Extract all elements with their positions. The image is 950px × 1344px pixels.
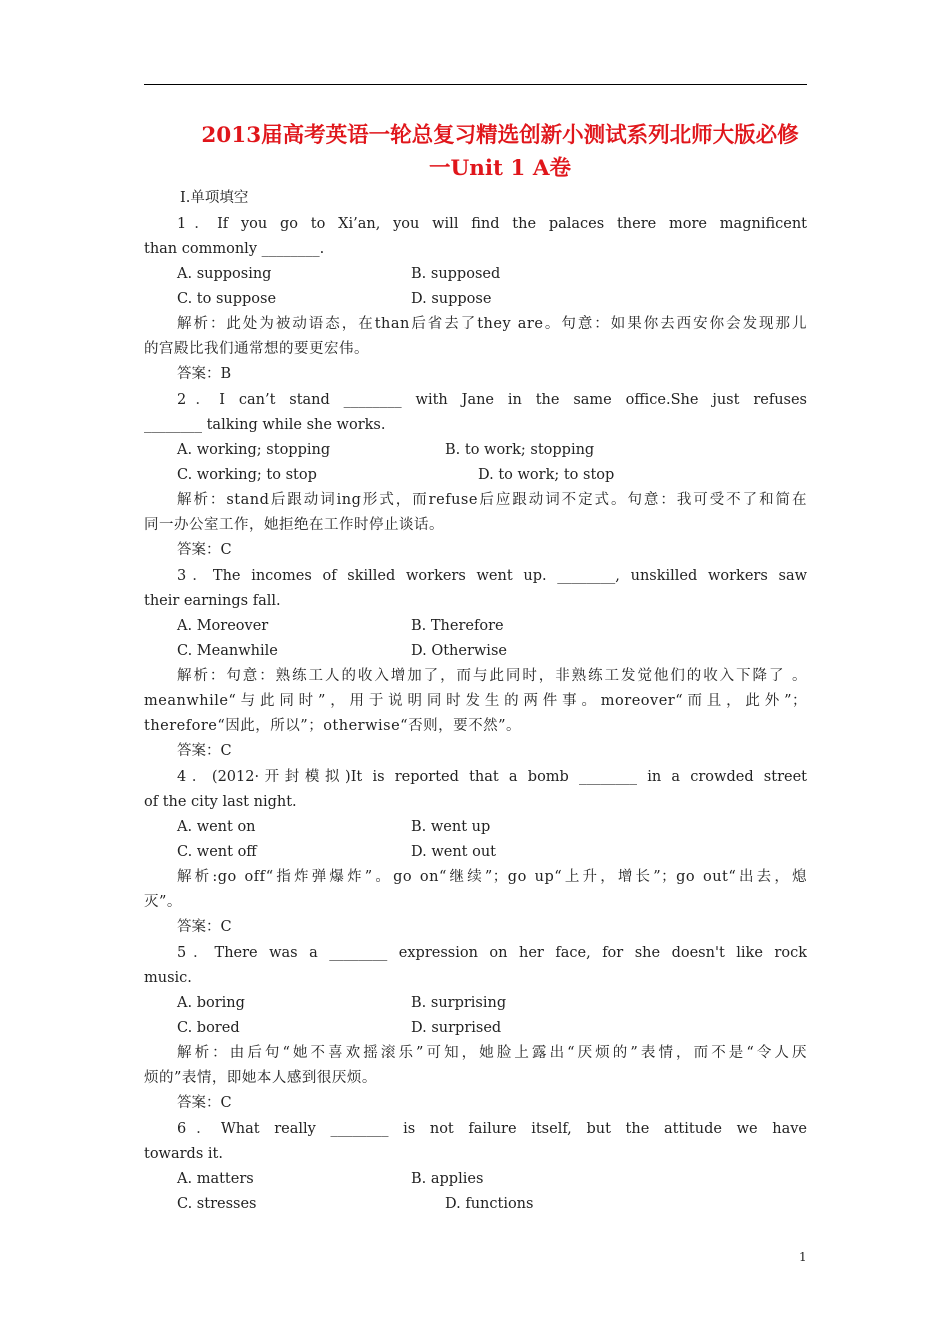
q6-option-a: A. matters	[177, 1171, 254, 1187]
q4-option-a: A. went on	[177, 819, 256, 835]
q3-option-d: D. Otherwise	[411, 643, 507, 659]
q3-explanation-line-1: 解析：句意：熟练工人的收入增加了，而与此同时，非熟练工发觉他们的收入下降了 。	[177, 668, 807, 684]
q4-option-b: B. went up	[411, 819, 491, 835]
q5-stem-line-1: 5．There was a ________ expression on her face, for she doesn't like rock	[177, 945, 807, 961]
q5-option-c: C. bored	[177, 1020, 240, 1036]
q5-explanation-line-2: 烦的”表情，即她本人感到很厌烦。	[144, 1070, 377, 1086]
header-rule	[144, 84, 807, 85]
q3-option-b: B. Therefore	[411, 618, 504, 634]
q1-answer: 答案：B	[177, 366, 232, 382]
q1-explanation-line-2: 的宫殿比我们通常想的要更宏伟。	[144, 341, 369, 357]
q2-answer: 答案：C	[177, 542, 232, 558]
q1-option-d: D. suppose	[411, 291, 492, 307]
q4-option-c: C. went off	[177, 844, 257, 860]
q4-answer: 答案：C	[177, 919, 232, 935]
q2-option-a: A. working; stopping	[177, 442, 331, 458]
q1-option-b: B. supposed	[411, 266, 501, 282]
document-title-line-1: 2013届高考英语一轮总复习精选创新小测试系列北师大版必修	[201, 123, 799, 148]
q5-explanation-line-1: 解析：由后句“她不喜欢摇滚乐”可知，她脸上露出“厌烦的”表情，而不是“令人厌	[177, 1045, 807, 1061]
q3-option-c: C. Meanwhile	[177, 643, 278, 659]
q5-option-b: B. surprising	[411, 995, 507, 1011]
q2-explanation-line-2: 同一办公室工作，她拒绝在工作时停止谈话。	[144, 517, 444, 533]
q1-option-a: A. supposing	[177, 266, 272, 282]
q1-explanation-line-1: 解析：此处为被动语态，在than后省去了they are。句意：如果你去西安你会发现那儿	[177, 316, 807, 332]
q4-explanation-line-1: 解析:go off“指炸弹爆炸”。go on“继续”；go up“上升，增长”；go out“出去，熄	[177, 869, 807, 885]
q2-stem-line-2: ________ talking while she works.	[144, 417, 386, 433]
q5-stem-line-2: music.	[144, 970, 192, 986]
q1-stem-line-2: than commonly ________.	[144, 241, 325, 257]
q6-option-c: C. stresses	[177, 1196, 257, 1212]
document-title-line-2: 一Unit 1 A卷	[428, 156, 572, 181]
q2-explanation-line-1: 解析：stand后跟动词ing形式，而refuse后应跟动词不定式。句意：我可受不了和简在	[177, 492, 807, 508]
q3-stem-line-2: their earnings fall.	[144, 593, 281, 609]
q2-stem-line-1: 2．I can’t stand ________ with Jane in the same office.She just refuses	[177, 392, 807, 408]
q5-option-a: A. boring	[177, 995, 245, 1011]
section-heading: Ⅰ.单项填空	[180, 190, 249, 206]
q3-option-a: A. Moreover	[177, 618, 269, 634]
q2-option-d: D. to work; to stop	[478, 467, 615, 483]
q1-stem-line-1: 1．If you go to Xi’an, you will find the palaces there more magnificent	[177, 216, 807, 232]
q4-option-d: D. went out	[411, 844, 496, 860]
q5-answer: 答案：C	[177, 1095, 232, 1111]
q4-stem-line-2: of the city last night.	[144, 794, 297, 810]
page-number: 1	[799, 1250, 807, 1264]
q6-stem-line-1: 6．What really ________ is not failure itself, but the attitude we have	[177, 1121, 807, 1137]
q3-stem-line-1: 3．The incomes of skilled workers went up. ________, unskilled workers saw	[177, 568, 807, 584]
q5-option-d: D. surprised	[411, 1020, 502, 1036]
q3-explanation-line-3: therefore“因此，所以”；otherwise“否则，要不然”。	[144, 718, 521, 734]
q6-option-d: D. functions	[445, 1196, 534, 1212]
q2-option-c: C. working; to stop	[177, 467, 317, 483]
q1-option-c: C. to suppose	[177, 291, 277, 307]
q6-stem-line-2: towards it.	[144, 1146, 223, 1162]
q3-explanation-line-2: meanwhile“与此同时”，用于说明同时发生的两件事。moreover“而且，此外”；	[144, 693, 807, 709]
q6-option-b: B. applies	[411, 1171, 484, 1187]
q2-option-b: B. to work; stopping	[445, 442, 595, 458]
q3-answer: 答案：C	[177, 743, 232, 759]
q4-stem-line-1: 4．(2012·开封模拟)It is reported that a bomb ________ in a crowded street	[177, 769, 807, 785]
q4-explanation-line-2: 灭”。	[144, 894, 182, 910]
